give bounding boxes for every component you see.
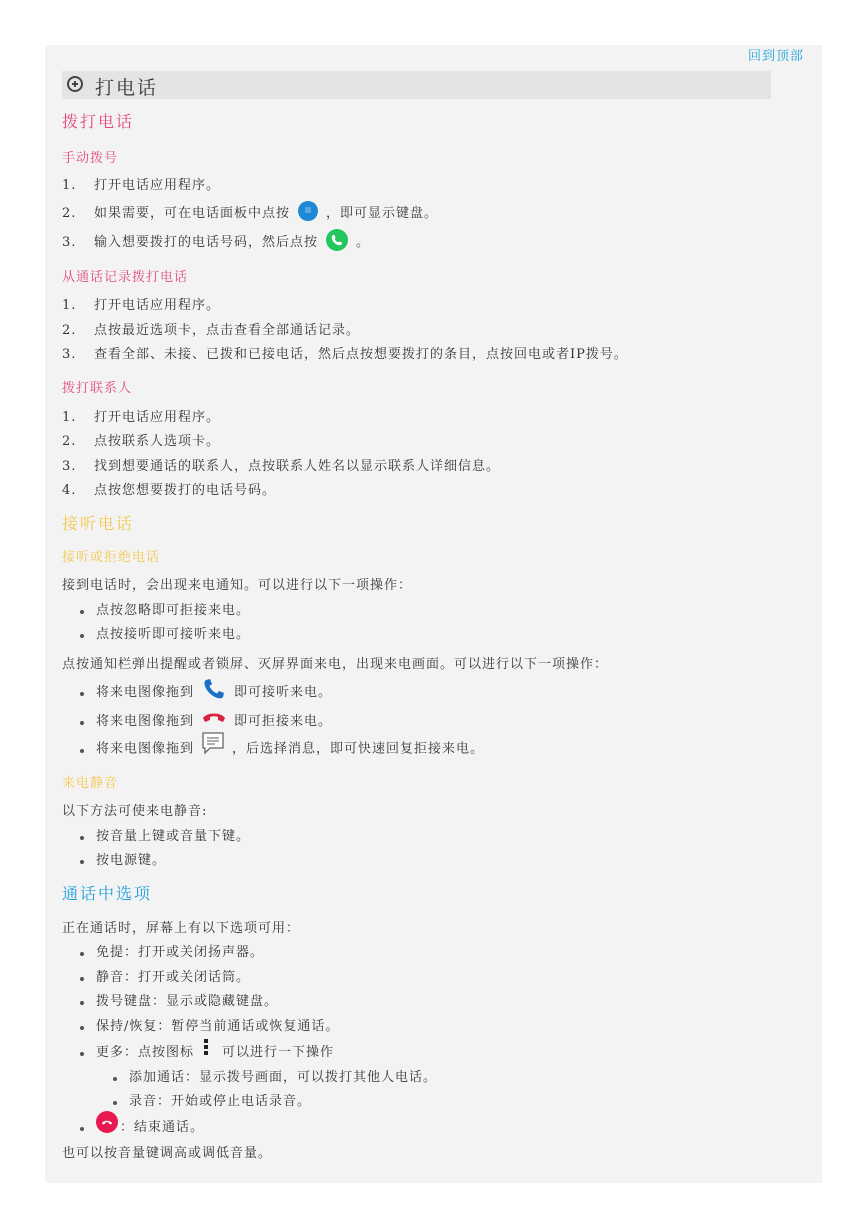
end-call-icon — [96, 1111, 118, 1133]
bullet-item: ：结束通话。 — [78, 1116, 204, 1139]
section-title: 打电话 — [95, 77, 159, 99]
list-item: 1. 打开电话应用程序。 — [62, 410, 221, 425]
list-item: 4. 点按您想要拨打的电话号码。 — [62, 483, 277, 498]
bullet-item: 静音：打开或关闭话筒。 — [96, 970, 251, 985]
bullet-item: 将来电图像拖到 即可接听来电。 — [78, 681, 332, 704]
paragraph: 点按通知栏弹出提醒或者锁屏、灭屏界面来电，出现来电画面。可以进行以下一项操作： — [62, 657, 609, 672]
heading-dial-contact: 拨打联系人 — [62, 381, 133, 396]
paragraph: 接到电话时，会出现来电通知。可以进行以下一项操作： — [62, 578, 413, 593]
heading-manual-dial: 手动拨号 — [62, 151, 119, 166]
bullet-item: 按电源键。 — [96, 853, 167, 868]
heading-dial: 拨打电话 — [62, 112, 135, 131]
section-header[interactable] — [62, 71, 771, 99]
message-icon — [202, 732, 224, 756]
bullet-item: 点按忽略即可拒接来电。 — [96, 603, 251, 618]
heading-dial-from-log: 从通话记录拨打电话 — [62, 270, 189, 285]
paragraph: 以下方法可使来电静音: — [62, 804, 208, 819]
list-item: 2. 如果需要，可在电话面板中点按 ，即可显示键盘。 — [62, 202, 438, 224]
paragraph: 正在通话时，屏幕上有以下选项可用： — [62, 921, 301, 936]
list-item: 2. 点按最近选项卡，点击查看全部通话记录。 — [62, 323, 361, 338]
heading-answer: 接听电话 — [62, 514, 135, 533]
list-item: 3. 查看全部、未接、已拨和已接电话，然后点按想要拨打的条目，点按回电或者IP拨号。 — [62, 347, 628, 362]
list-item: 1. 打开电话应用程序。 — [62, 178, 221, 193]
list-item: 2. 点按联系人选项卡。 — [62, 434, 221, 449]
list-item: 3. 输入想要拨打的电话号码，然后点按 。 — [62, 231, 370, 254]
dialpad-icon — [298, 201, 318, 221]
bullet-item: 保持/恢复：暂停当前通话或恢复通话。 — [96, 1019, 340, 1034]
sub-bullet-item: 添加通话：显示拨号画面，可以拨打其他人电话。 — [129, 1070, 438, 1085]
bullet-item: 免提：打开或关闭扬声器。 — [96, 945, 265, 960]
more-vert-icon — [204, 1039, 208, 1057]
list-item: 1. 打开电话应用程序。 — [62, 298, 221, 313]
sub-bullet-item: 录音：开始或停止电话录音。 — [129, 1094, 312, 1109]
bullet-item: 将来电图像拖到 ，后选择消息，即可快速回复拒接来电。 — [78, 737, 484, 761]
document-page — [45, 45, 822, 1183]
expand-plus-icon[interactable] — [67, 76, 83, 92]
bullet-item: 拨号键盘：显示或隐藏键盘。 — [96, 994, 279, 1009]
paragraph: 也可以按音量键调高或调低音量。 — [62, 1146, 273, 1161]
back-to-top-link[interactable]: 回到顶部 — [747, 49, 804, 64]
heading-mute: 来电静音 — [62, 776, 119, 791]
phone-hangup-icon — [202, 710, 226, 724]
bullet-item: 将来电图像拖到 即可拒接来电。 — [78, 710, 332, 729]
bullet-item: 更多：点按图标 可以进行一下操作 — [78, 1041, 334, 1062]
heading-accept-reject: 接听或拒绝电话 — [62, 550, 161, 565]
phone-answer-icon — [202, 678, 226, 700]
heading-in-call: 通话中选项 — [62, 884, 153, 903]
bullet-item: 点按接听即可接听来电。 — [96, 627, 251, 642]
list-item: 3. 找到想要通话的联系人，点按联系人姓名以显示联系人详细信息。 — [62, 459, 501, 474]
call-icon — [326, 229, 348, 251]
bullet-item: 按音量上键或音量下键。 — [96, 829, 251, 844]
